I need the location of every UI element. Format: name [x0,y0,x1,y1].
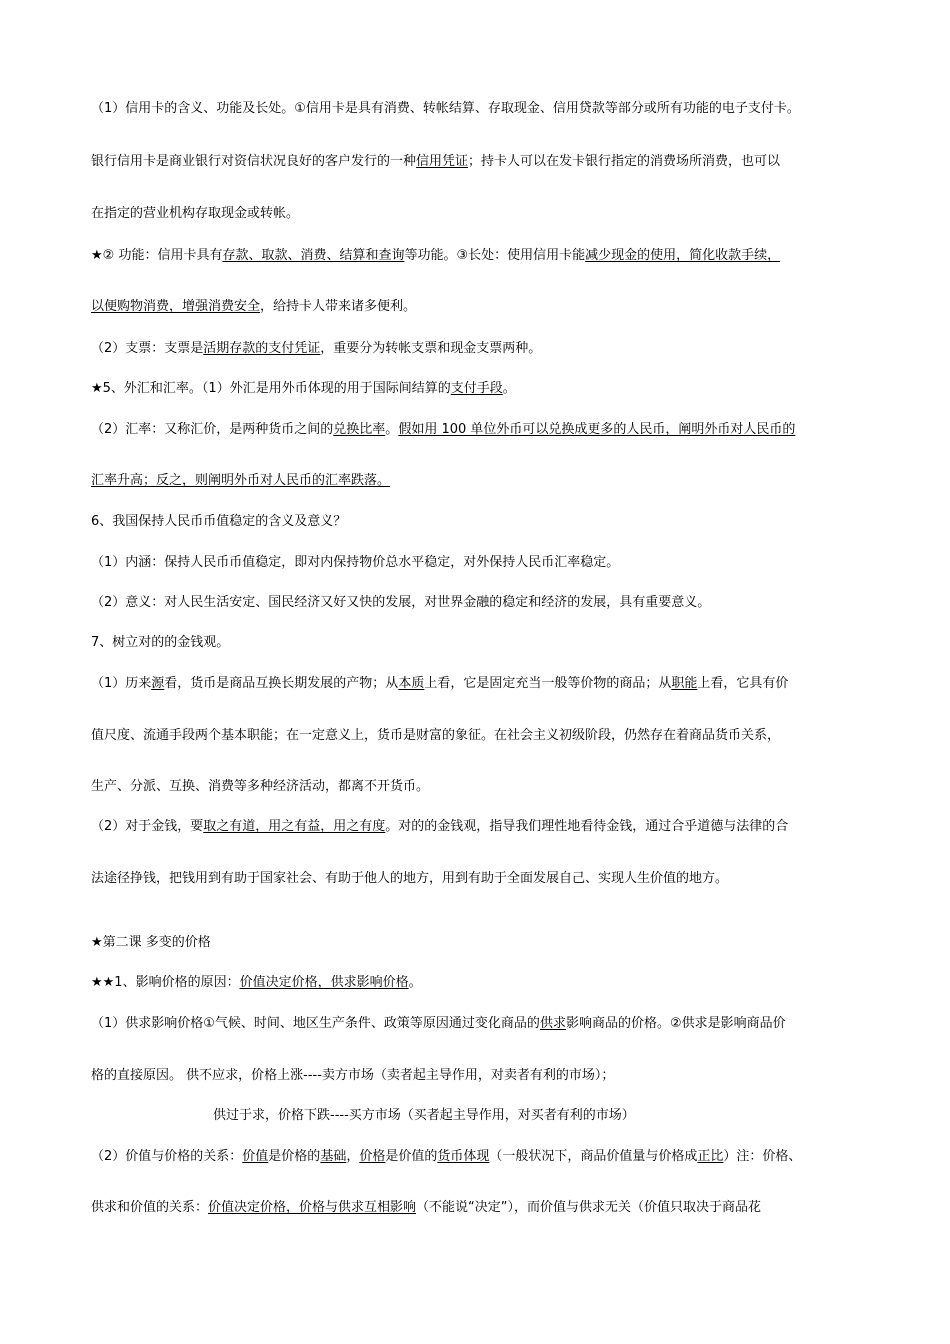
text-line [91,380,516,398]
text-segment: 上看，它是固定充当一般等价物的商品；从 [424,676,672,691]
text-line [91,513,346,531]
text-line [91,974,422,992]
underlined-text: 支付手段 [450,381,503,396]
text-segment: 值尺度、流通手段两个基本职能；在一定意义上，货币是财富的象征。在社会主义初级阶段，仍然存在着商品货币关系， [91,728,781,743]
text-segment: 。 [502,381,516,396]
text-line [91,934,211,952]
text-segment: 是价格的 [268,1149,321,1164]
text-segment: 7、树立对的的金钱观。 [91,635,230,650]
underlined-text: 职能 [671,676,698,691]
text-segment: ；持卡人可以在发卡银行指定的消费场所消费，也可以 [468,154,781,169]
text-segment: 看，货币是商品互换长期发展的产物；从 [164,676,399,691]
underlined-text: 取之有道，用之有益，用之有度 [203,819,386,834]
text-line [91,818,788,836]
underlined-text: 价值 [242,1149,269,1164]
underlined-text: 汇率升高；反之，则阐明外币对人民币的汇率跌落。 [91,473,391,488]
underlined-text: 以便购物消费，增强消费安全 [91,299,261,314]
text-segment: （一般状况下，商品价值量与价格成 [489,1149,698,1164]
text-line [91,421,795,439]
text-line [91,340,541,358]
underlined-text: 假如用 100 单位外币可以兑换成更多的人民币，阐明外币对人民币的 [398,422,796,437]
underlined-text: 本质 [398,676,425,691]
text-line [91,675,788,693]
underlined-text: 基础 [320,1149,347,1164]
text-segment: （2）价值与价格的关系： [91,1149,243,1164]
text-segment: ★★1、影响价格的原因： [91,975,240,990]
text-segment: ★第二课 多变的价格 [91,935,211,950]
underlined-text: 价值决定价格，供求影响价格 [239,975,409,990]
underlined-text: 价值决定价格，价格与供求互相影响 [208,1200,417,1215]
text-segment: （2）对于金钱，要 [91,819,204,834]
text-segment: ， [346,1149,360,1164]
text-segment: ★② 功能：信用卡具有 [91,248,223,263]
text-line [91,554,619,572]
underlined-text: 信用凭证 [416,154,469,169]
text-segment: ，重要分为转帐支票和现金支票两种。 [320,341,542,356]
text-line [91,247,780,265]
text-segment: （1）内涵：保持人民币币值稳定，即对内保持物价总水平稳定，对外保持人民币汇率稳定。 [91,555,620,570]
text-line [91,205,299,223]
text-line [91,1199,761,1217]
text-segment: 影响商品的价格。②供求是影响商品价 [565,1016,786,1031]
text-line [91,1148,801,1166]
text-line [91,472,390,490]
text-line [91,870,728,888]
text-segment: 供过于求，价格下跌----买方市场（买者起主导作用，对买者有利的市场） [213,1108,635,1123]
text-line [91,594,710,612]
underlined-text: 货币体现 [437,1149,490,1164]
text-segment: 格的直接原因。 供不应求，价格上涨----卖方市场（卖者起主导作用，对卖者有利的市场）； [91,1068,615,1083]
text-segment: 银行信用卡是商业银行对资信状况良好的客户发行的一种 [91,154,417,169]
text-line [91,1015,786,1033]
text-segment: 在指定的营业机构存取现金或转帐。 [91,206,300,221]
text-segment: 上看，它具有价 [697,676,789,691]
underlined-text: 兑换比率 [333,422,386,437]
text-segment: （1）供求影响价格①气候、时间、地区生产条件、政策等原因通过变化商品的 [91,1016,540,1031]
underlined-text: 存款、取款、消费、结算和查询 [222,248,405,263]
underlined-text: 正比 [697,1149,724,1164]
text-line [91,634,229,652]
underlined-text: 供求 [539,1016,566,1031]
text-segment: （2）支票：支票是 [91,341,204,356]
text-segment: ）注：价格、 [723,1149,802,1164]
text-line [91,778,429,796]
text-line [91,298,416,316]
text-segment: （1）历来 [91,676,152,691]
text-segment: 等功能。③长处：使用信用卡能 [404,248,586,263]
text-segment: （2）意义：对人民生活安定、国民经济又好又快的发展，对世界金融的稳定和经济的发展，具有重要意义。 [91,595,711,610]
text-segment: （2）汇率：又称汇价，是两种货币之间的 [91,422,334,437]
text-segment: 是价值的 [385,1149,438,1164]
underlined-text: 减少现金的使用，简化收款手续， [585,248,781,263]
underlined-text: 价格 [359,1149,386,1164]
text-line [213,1107,635,1125]
text-line [91,100,800,118]
text-segment: （不能说“决定”），而价值与供求无关（价值只取决于商品花 [416,1200,762,1215]
text-segment: 。 [408,975,422,990]
text-segment: 法途径挣钱，把钱用到有助于国家社会、有助于他人的地方，用到有助于全面发展自己、实现人生价值的地方。 [91,871,729,886]
text-segment: 。 [385,422,399,437]
text-line [91,727,780,745]
text-segment: ★5、外汇和汇率。（1）外汇是用外币体现的用于国际间结算的 [91,381,451,396]
text-segment: 供求和价值的关系： [91,1200,209,1215]
underlined-text: 源 [151,676,165,691]
text-line [91,153,780,171]
text-segment: 生产、分派、互换、消费等多种经济活动，都离不开货币。 [91,779,430,794]
text-line [91,1067,614,1085]
text-segment: （1）信用卡的含义、功能及长处。①信用卡是具有消费、转帐结算、存取现金、信用贷款等部分或所有功能的电子支付卡。 [91,101,800,116]
text-segment: ，给持卡人带来诸多便利。 [260,299,417,314]
text-segment: 。对的的金钱观，指导我们理性地看待金钱，通过合乎道德与法律的合 [385,819,789,834]
underlined-text: 活期存款的支付凭证 [203,341,321,356]
text-segment: 6、我国保持人民币币值稳定的含义及意义？ [91,514,347,529]
